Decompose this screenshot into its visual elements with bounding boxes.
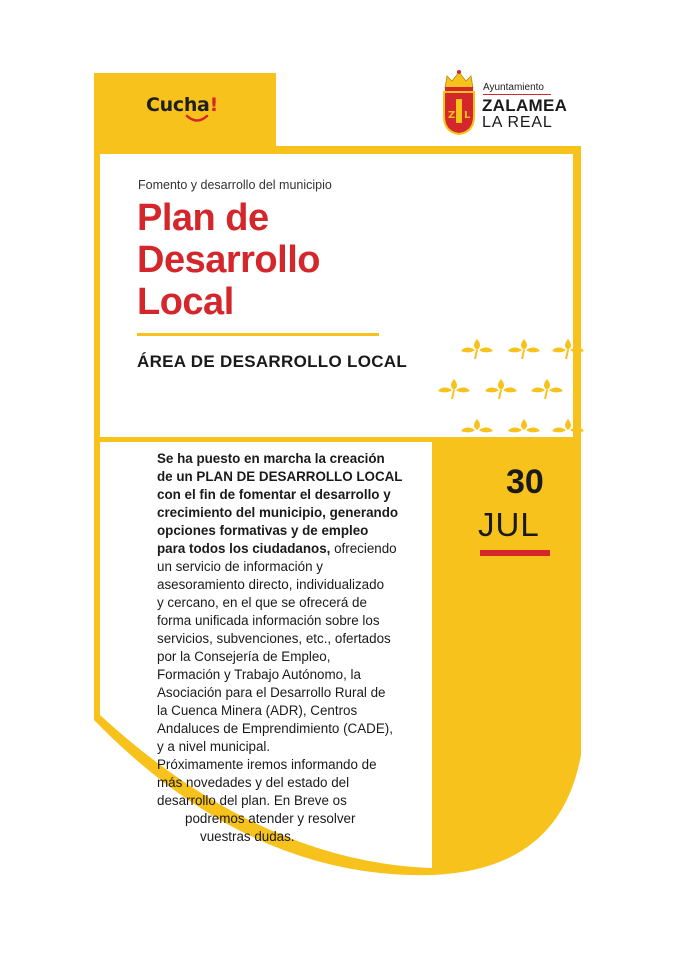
title-rule [137,333,379,336]
body-bold-line: de un PLAN DE DESARROLLO LOCAL [157,469,403,484]
body-line: desarrollo del plan. En Breve os [157,793,347,808]
council-label-rule [483,94,551,95]
body-line: más novedades y del estado del [157,775,350,790]
body-line: un servicio de información y [157,559,323,574]
body-line: y a nivel municipal. [157,739,271,754]
body-line: Andaluces de Emprendimiento (CADE), [157,721,393,736]
body-line: forma unificada información sobre los [157,613,380,628]
body-bold-line: para todos los ciudadanos, [157,541,331,556]
date-month: JUL [478,506,540,543]
body-line-indented: podremos atender y resolver [185,811,356,826]
body-line-indented: vuestras dudas. [200,829,295,844]
body-line: servicios, subvenciones, etc., ofertados [157,631,391,646]
body-line: y cercano, en el que se ofrecerá de [157,595,367,610]
cucha-logo-bang: ! [209,94,218,116]
svg-text:L: L [464,110,471,121]
body-line: asesoramiento directo, individualizado [157,577,385,592]
council-small-label: Ayuntamiento [483,82,544,93]
body-bold-line: Se ha puesto en marcha la creación [157,451,385,466]
body-line: Formación y Trabajo Autónomo, la [157,667,361,682]
body-line: Asociación para el Desarrollo Rural de [157,685,386,700]
crest-icon [441,66,477,136]
area-heading: ÁREA DE DESARROLLO LOCAL [137,352,408,371]
body-bold-line: con el fin de fomentar el desarrollo y [157,487,391,502]
page-title: Plan de Desarrollo Local [137,197,320,323]
council-name: ZALAMEA [482,96,568,115]
cucha-logo [146,94,218,116]
divider-strip [100,437,573,442]
body-bold-line: opciones formativas y de empleo [157,523,369,538]
date-day: 30 [506,463,544,501]
cucha-logo-text: Cucha [146,94,210,116]
body-text [157,450,435,846]
council-subname: LA REAL [482,114,553,131]
body-line: Próximamente iremos informando de [157,757,377,772]
overline: Fomento y desarrollo del municipio [138,178,332,192]
body-line: la Cuenca Minera (ADR), Centros [157,703,358,718]
body-line: por la Consejería de Empleo, [157,649,331,664]
svg-text:Z: Z [448,110,456,121]
date-rule [480,550,550,556]
body-bold-line: crecimiento del municipio, generando [157,505,399,520]
smile-icon [185,114,209,124]
body-continuation: ofreciendo [330,541,397,556]
